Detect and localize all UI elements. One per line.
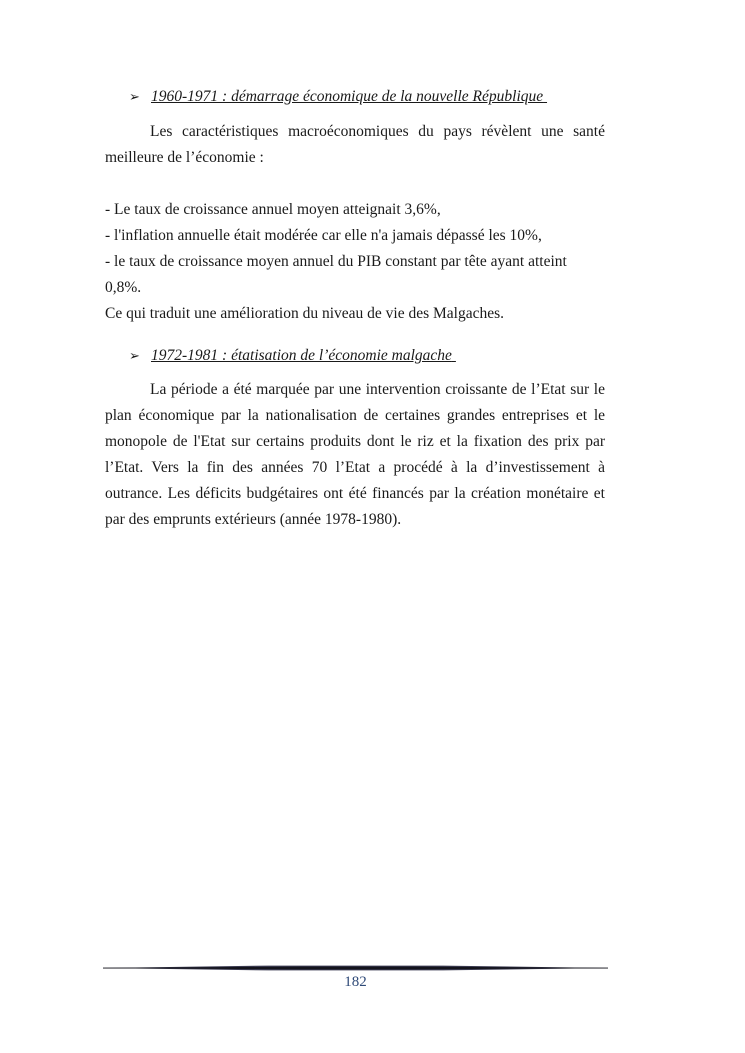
body-paragraph: La période a été marquée par une intervention croissante de l’Etat sur le plan économique par la nationalisation de certaines grandes entreprises et le monopole de l'Etat sur certains produits dont le riz et la fixation des prix par l’Etat. Vers la fin des années 70 l’Etat a procédé à la d’investissement à outrance. Les déficits budgétaires ont été financés par la création monétaire et par des emprunts extérieurs (année 1978-1980). <box>105 381 605 528</box>
list-conclusion: Ce qui traduit une amélioration du niveau de vie des Malgaches. <box>105 305 505 322</box>
page-number: 182 <box>344 974 367 990</box>
list-item-inflation: - l'inflation annuelle était modérée car elle n'a jamais dépassé les 10%, <box>105 227 542 244</box>
section-heading-2 <box>105 343 605 369</box>
arrow-bullet-icon: ➢ <box>129 348 140 363</box>
page-footer <box>103 964 608 991</box>
footer-divider-line <box>103 964 608 972</box>
arrow-bullet-icon: ➢ <box>129 89 140 104</box>
list-item-pib: - le taux de croissance moyen annuel du PIB constant par tête ayant atteint 0,8%. <box>105 253 567 296</box>
intro-paragraph: Les caractéristiques macroéconomiques du pays révèlent une santé meilleure de l’économie : <box>105 123 605 166</box>
page-content <box>105 0 605 533</box>
list-item-growth-rate: - Le taux de croissance annuel moyen atteignait 3,6%, <box>105 201 441 218</box>
section-heading-1 <box>105 84 605 110</box>
section-heading-2-text: 1972-1981 : étatisation de l’économie malgache <box>151 347 452 364</box>
section-heading-1-text: 1960-1971 : démarrage économique de la nouvelle République <box>151 88 544 105</box>
indicator-list <box>105 197 605 327</box>
